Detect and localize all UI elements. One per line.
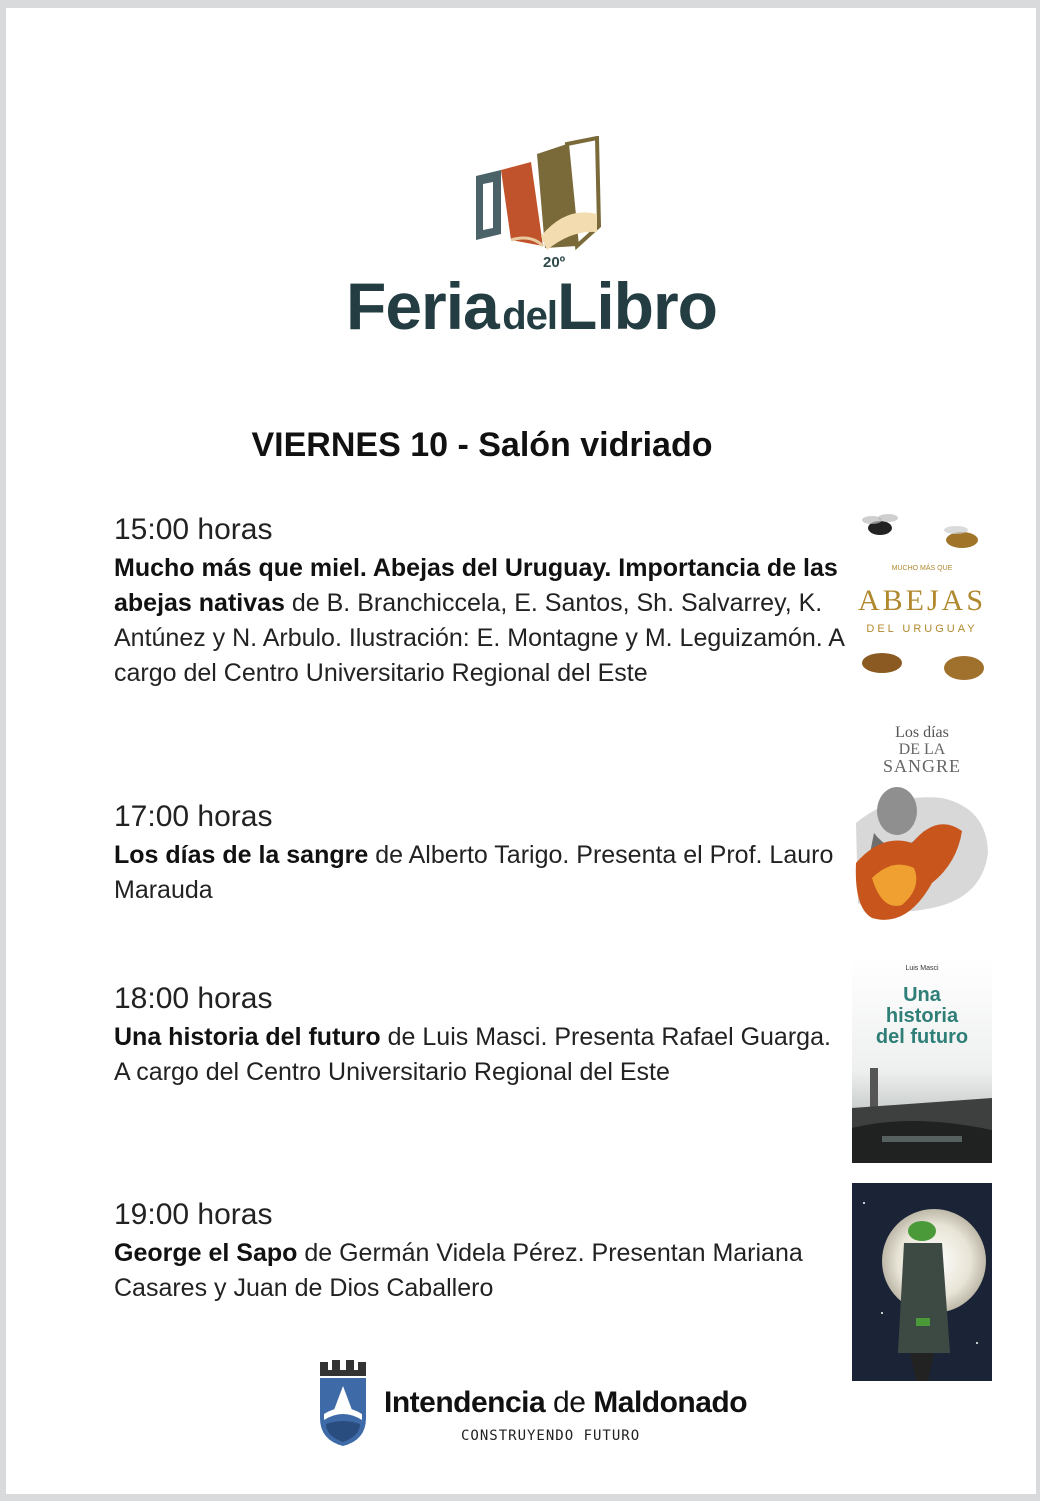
- event-book-title: Mucho más que miel. Abejas del Uruguay. Importancia de las abejas nativas: [114, 554, 838, 617]
- historia-title-line2: historia: [885, 1005, 959, 1027]
- brand-word-del: del: [502, 294, 557, 338]
- event-1900: [114, 1198, 844, 1306]
- book-cover-los-dias-de-la-sangre: [852, 713, 992, 938]
- event-time: 19:00 horas: [114, 1198, 273, 1231]
- intendencia-logo: [316, 1358, 756, 1453]
- book-cover-abejas: [852, 498, 992, 698]
- coat-of-arms-icon: [316, 1358, 372, 1448]
- event-details: de Alberto Tarigo. Presenta el Prof. Lauro Marauda: [114, 841, 834, 904]
- open-book-icon: [471, 136, 611, 256]
- event-book-title: Los días de la sangre: [114, 841, 369, 869]
- brand-name: [346, 268, 746, 344]
- book-cover-una-historia-del-futuro: [852, 958, 992, 1163]
- abejas-subtitle: DEL URUGUAY: [866, 623, 978, 635]
- brand-word-libro: Libro: [557, 269, 717, 343]
- institution-word-maldonado: Maldonado: [593, 1386, 748, 1419]
- sangre-title-line2: DE LA: [898, 741, 946, 758]
- event-time: 18:00 horas: [114, 982, 273, 1015]
- institution-name: [384, 1386, 747, 1420]
- bee-icon: [944, 656, 984, 680]
- event-book-title: Una historia del futuro: [114, 1023, 381, 1051]
- historia-title-line1: Una: [903, 984, 941, 1006]
- brand-word-feria: Feria: [346, 269, 499, 343]
- book-cover-george-el-sapo: [852, 1183, 992, 1381]
- event-description: [114, 1236, 844, 1306]
- event-1700: [114, 800, 844, 908]
- event-details: de Germán Videla Pérez. Presentan Mariana Casares y Juan de Dios Caballero: [114, 1239, 803, 1302]
- event-description: [114, 1020, 844, 1090]
- institution-word-intendencia: Intendencia: [384, 1386, 546, 1419]
- abejas-top-text: MUCHO MÁS QUE: [891, 565, 953, 572]
- abejas-title: ABEJAS: [857, 584, 987, 617]
- event-time: 17:00 horas: [114, 800, 273, 833]
- institution-motto: CONSTRUYENDO FUTURO: [461, 1428, 641, 1444]
- event-book-title: George el Sapo: [114, 1239, 298, 1267]
- event-time: 15:00 horas: [114, 513, 273, 546]
- event-details: de B. Branchiccela, E. Santos, Sh. Salvarrey, K. Antúnez y N. Arbulo. Ilustración: E. Montagne y M. Leguizamón. A cargo del Centro Universitario Regional del Este: [114, 589, 844, 687]
- event-description: [114, 551, 844, 691]
- event-description: [114, 838, 844, 908]
- poster-page: [6, 8, 1036, 1494]
- historia-author: Luis Masci: [905, 965, 939, 972]
- sangre-title-line1: Los días: [895, 724, 949, 741]
- event-1800: [114, 982, 844, 1090]
- feria-del-libro-logo: [346, 136, 746, 356]
- day-title: VIERNES 10 - Salón vidriado: [251, 426, 713, 464]
- institution-word-de: de: [553, 1386, 586, 1419]
- bee-icon: [862, 653, 902, 673]
- sangre-title-line3: SANGRE: [882, 756, 962, 776]
- event-details: de Luis Masci. Presenta Rafael Guarga. A cargo del Centro Universitario Regional del Este: [114, 1023, 831, 1086]
- edition-number: 20º: [543, 254, 566, 271]
- event-1500: [114, 513, 844, 691]
- historia-title-line3: del futuro: [875, 1026, 969, 1048]
